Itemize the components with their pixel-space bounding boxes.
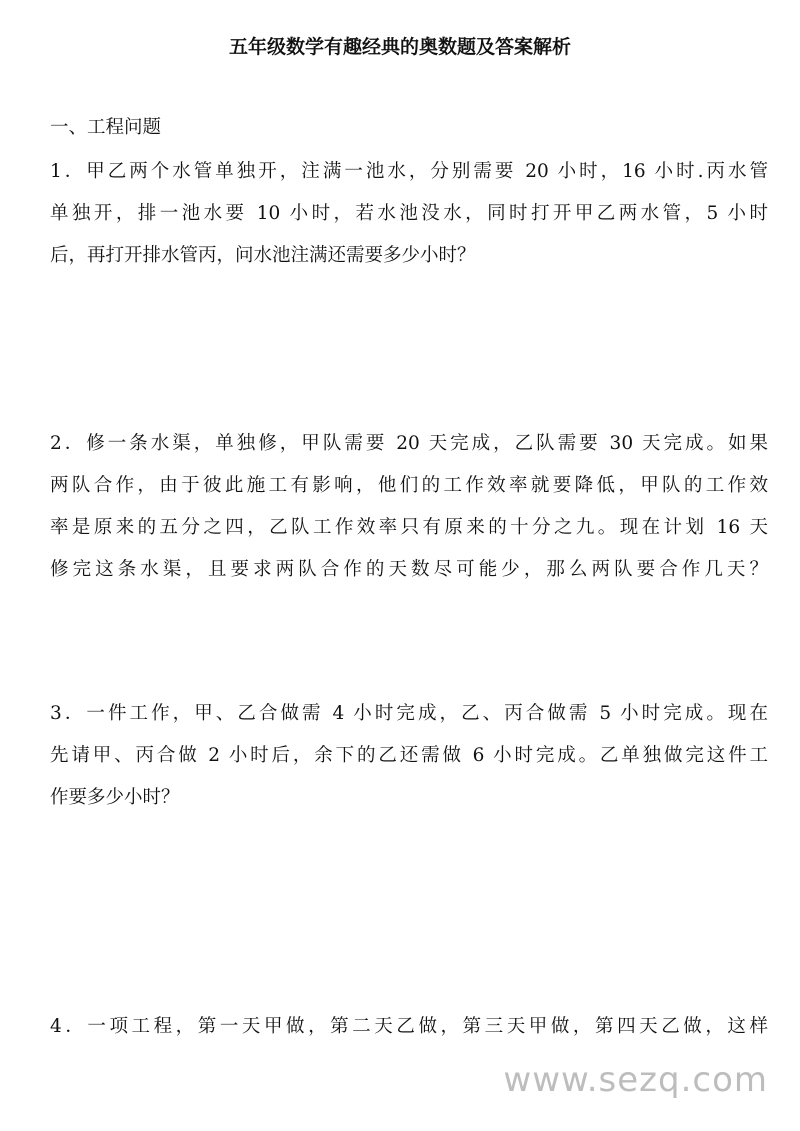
- question-line: 两队合作，由于彼此施工有影响，他们的工作效率就要降低，甲队的工作效: [50, 475, 768, 496]
- section-heading: 一、工程问题: [50, 117, 162, 138]
- question-line: 作要多少小时？: [50, 787, 180, 808]
- question-line: 修完这条水渠，且要求两队合作的天数尽可能少，那么两队要合作几天？: [50, 559, 768, 580]
- watermark: www.sezq.com: [503, 1060, 768, 1100]
- question-line: 1．甲乙两个水管单独开，注满一池水，分别需要 20 小时，16 小时.丙水管: [50, 161, 768, 182]
- question-line: 3．一件工作，甲、乙合做需 4 小时完成，乙、丙合做需 5 小时完成。现在: [50, 703, 768, 724]
- question-line: 率是原来的五分之四，乙队工作效率只有原来的十分之九。现在计划 16 天: [50, 517, 768, 538]
- question-line: 先请甲、丙合做 2 小时后，余下的乙还需做 6 小时完成。乙单独做完这件工: [50, 745, 768, 766]
- document-title: 五年级数学有趣经典的奥数题及答案解析: [228, 36, 571, 58]
- question-line: 后，再打开排水管丙，问水池注满还需要多少小时？: [50, 245, 476, 266]
- question-line: 2．修一条水渠，单独修，甲队需要 20 天完成，乙队需要 30 天完成。如果: [50, 433, 768, 454]
- question-line: 单独开，排一池水要 10 小时，若水池没水，同时打开甲乙两水管，5 小时: [50, 203, 768, 224]
- question-line: 4．一项工程，第一天甲做，第二天乙做，第三天甲做，第四天乙做，这样: [50, 1016, 768, 1037]
